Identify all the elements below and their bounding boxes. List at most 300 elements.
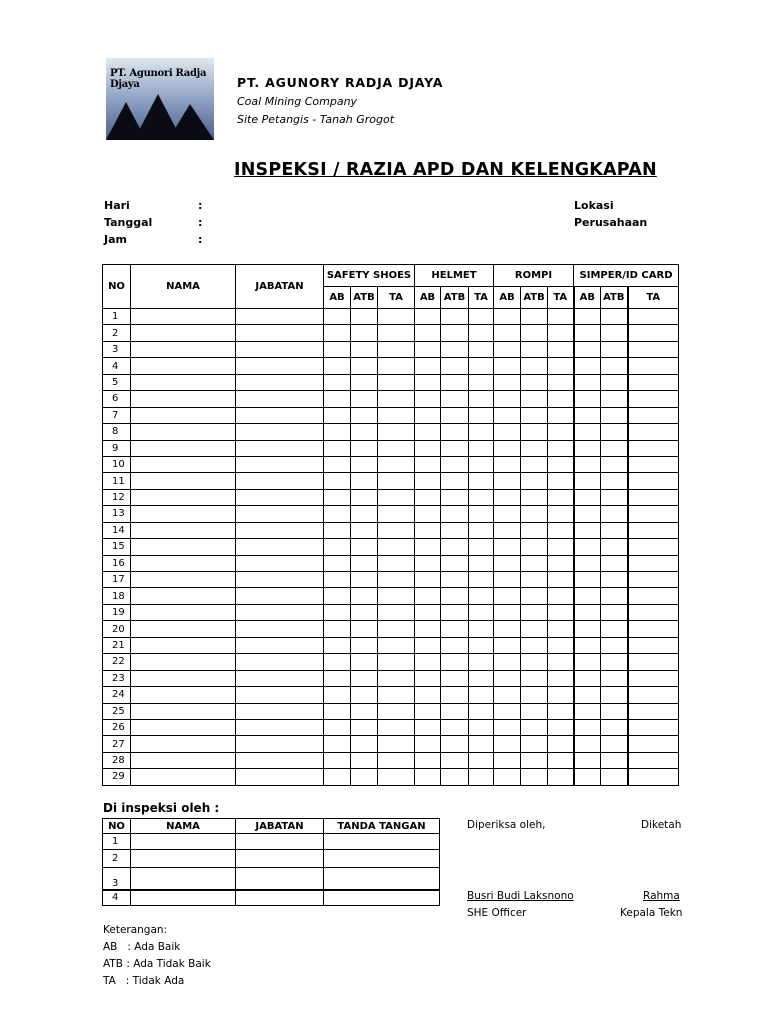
- check-cell-atb[interactable]: [441, 341, 469, 357]
- check-cell-ab[interactable]: [324, 374, 351, 390]
- check-cell-ta[interactable]: [548, 522, 574, 538]
- check-cell-atb[interactable]: [601, 374, 628, 390]
- check-cell-ta[interactable]: [469, 341, 494, 357]
- check-cell-ab[interactable]: [415, 325, 441, 341]
- check-cell-atb[interactable]: [441, 522, 469, 538]
- check-cell-ab[interactable]: [574, 588, 601, 604]
- check-cell-atb[interactable]: [441, 424, 469, 440]
- check-cell-atb[interactable]: [441, 489, 469, 505]
- jabatan-cell[interactable]: [236, 407, 324, 423]
- check-cell-ab[interactable]: [324, 752, 351, 768]
- check-cell-atb[interactable]: [521, 637, 548, 653]
- jabatan-cell[interactable]: [236, 555, 324, 571]
- check-cell-ta[interactable]: [469, 588, 494, 604]
- inspector-nama-cell[interactable]: [131, 850, 236, 868]
- nama-cell[interactable]: [131, 687, 236, 703]
- check-cell-ta[interactable]: [378, 670, 415, 686]
- check-cell-ta[interactable]: [469, 670, 494, 686]
- check-cell-ta[interactable]: [378, 604, 415, 620]
- check-cell-ab[interactable]: [415, 752, 441, 768]
- check-cell-ta[interactable]: [378, 407, 415, 423]
- check-cell-atb[interactable]: [601, 588, 628, 604]
- check-cell-ta[interactable]: [378, 539, 415, 555]
- check-cell-ta[interactable]: [469, 440, 494, 456]
- check-cell-ta[interactable]: [469, 522, 494, 538]
- check-cell-ab[interactable]: [494, 670, 521, 686]
- check-cell-ab[interactable]: [494, 341, 521, 357]
- check-cell-atb[interactable]: [351, 572, 378, 588]
- check-cell-atb[interactable]: [351, 522, 378, 538]
- inspector-jabatan-cell[interactable]: [236, 890, 324, 906]
- check-cell-ab[interactable]: [415, 473, 441, 489]
- inspector-signature-cell[interactable]: [324, 890, 440, 906]
- check-cell-atb[interactable]: [521, 555, 548, 571]
- check-cell-ab[interactable]: [324, 769, 351, 785]
- check-cell-atb[interactable]: [441, 604, 469, 620]
- check-cell-ab[interactable]: [415, 769, 441, 785]
- check-cell-ab[interactable]: [494, 719, 521, 735]
- check-cell-ab[interactable]: [494, 588, 521, 604]
- check-cell-ta[interactable]: [548, 489, 574, 505]
- check-cell-atb[interactable]: [601, 325, 628, 341]
- check-cell-ab[interactable]: [494, 604, 521, 620]
- check-cell-ta[interactable]: [378, 489, 415, 505]
- jabatan-cell[interactable]: [236, 736, 324, 752]
- check-cell-ab[interactable]: [324, 588, 351, 604]
- check-cell-ab[interactable]: [574, 719, 601, 735]
- check-cell-ab[interactable]: [574, 621, 601, 637]
- check-cell-atb[interactable]: [601, 719, 628, 735]
- check-cell-atb[interactable]: [351, 637, 378, 653]
- check-cell-atb[interactable]: [351, 424, 378, 440]
- check-cell-ab[interactable]: [574, 341, 601, 357]
- check-cell-ab[interactable]: [324, 687, 351, 703]
- check-cell-atb[interactable]: [521, 719, 548, 735]
- check-cell-ta[interactable]: [628, 522, 679, 538]
- check-cell-ab[interactable]: [494, 489, 521, 505]
- check-cell-atb[interactable]: [521, 506, 548, 522]
- check-cell-ta[interactable]: [628, 473, 679, 489]
- check-cell-atb[interactable]: [521, 539, 548, 555]
- check-cell-ta[interactable]: [378, 522, 415, 538]
- check-cell-ab[interactable]: [574, 555, 601, 571]
- check-cell-ab[interactable]: [574, 687, 601, 703]
- jabatan-cell[interactable]: [236, 588, 324, 604]
- check-cell-atb[interactable]: [521, 489, 548, 505]
- check-cell-ta[interactable]: [628, 654, 679, 670]
- check-cell-atb[interactable]: [521, 341, 548, 357]
- check-cell-ta[interactable]: [628, 719, 679, 735]
- check-cell-ta[interactable]: [548, 407, 574, 423]
- check-cell-ab[interactable]: [494, 391, 521, 407]
- check-cell-ab[interactable]: [324, 456, 351, 472]
- check-cell-atb[interactable]: [441, 621, 469, 637]
- nama-cell[interactable]: [131, 506, 236, 522]
- check-cell-ab[interactable]: [324, 572, 351, 588]
- nama-cell[interactable]: [131, 654, 236, 670]
- check-cell-atb[interactable]: [521, 424, 548, 440]
- check-cell-atb[interactable]: [601, 670, 628, 686]
- jabatan-cell[interactable]: [236, 391, 324, 407]
- check-cell-ab[interactable]: [415, 621, 441, 637]
- check-cell-ab[interactable]: [494, 654, 521, 670]
- check-cell-atb[interactable]: [351, 374, 378, 390]
- check-cell-ta[interactable]: [548, 769, 574, 785]
- check-cell-ta[interactable]: [378, 752, 415, 768]
- check-cell-ta[interactable]: [548, 358, 574, 374]
- jabatan-cell[interactable]: [236, 670, 324, 686]
- check-cell-atb[interactable]: [441, 752, 469, 768]
- check-cell-ab[interactable]: [574, 637, 601, 653]
- check-cell-ta[interactable]: [378, 555, 415, 571]
- check-cell-ab[interactable]: [324, 637, 351, 653]
- check-cell-ab[interactable]: [415, 588, 441, 604]
- check-cell-atb[interactable]: [601, 736, 628, 752]
- check-cell-ta[interactable]: [469, 358, 494, 374]
- check-cell-ab[interactable]: [574, 374, 601, 390]
- check-cell-ab[interactable]: [324, 473, 351, 489]
- check-cell-atb[interactable]: [441, 407, 469, 423]
- nama-cell[interactable]: [131, 456, 236, 472]
- check-cell-ab[interactable]: [574, 604, 601, 620]
- check-cell-atb[interactable]: [441, 572, 469, 588]
- check-cell-atb[interactable]: [351, 456, 378, 472]
- check-cell-ta[interactable]: [548, 588, 574, 604]
- check-cell-atb[interactable]: [521, 769, 548, 785]
- check-cell-atb[interactable]: [601, 604, 628, 620]
- check-cell-ta[interactable]: [469, 752, 494, 768]
- check-cell-atb[interactable]: [601, 555, 628, 571]
- check-cell-ab[interactable]: [494, 539, 521, 555]
- nama-cell[interactable]: [131, 555, 236, 571]
- nama-cell[interactable]: [131, 604, 236, 620]
- check-cell-ta[interactable]: [548, 374, 574, 390]
- check-cell-ta[interactable]: [378, 374, 415, 390]
- check-cell-atb[interactable]: [351, 719, 378, 735]
- check-cell-ab[interactable]: [324, 407, 351, 423]
- check-cell-ta[interactable]: [378, 325, 415, 341]
- check-cell-ta[interactable]: [469, 456, 494, 472]
- check-cell-ab[interactable]: [574, 391, 601, 407]
- check-cell-ta[interactable]: [378, 456, 415, 472]
- check-cell-ab[interactable]: [415, 670, 441, 686]
- check-cell-ta[interactable]: [469, 654, 494, 670]
- check-cell-atb[interactable]: [351, 752, 378, 768]
- check-cell-ta[interactable]: [469, 703, 494, 719]
- check-cell-ta[interactable]: [628, 489, 679, 505]
- inspector-jabatan-cell[interactable]: [236, 850, 324, 868]
- nama-cell[interactable]: [131, 637, 236, 653]
- check-cell-atb[interactable]: [521, 407, 548, 423]
- check-cell-ta[interactable]: [378, 341, 415, 357]
- check-cell-atb[interactable]: [601, 769, 628, 785]
- check-cell-ab[interactable]: [415, 604, 441, 620]
- inspector-nama-cell[interactable]: [131, 834, 236, 850]
- check-cell-ab[interactable]: [415, 572, 441, 588]
- check-cell-ta[interactable]: [469, 719, 494, 735]
- check-cell-atb[interactable]: [521, 440, 548, 456]
- check-cell-ab[interactable]: [324, 604, 351, 620]
- check-cell-ab[interactable]: [574, 424, 601, 440]
- check-cell-atb[interactable]: [351, 506, 378, 522]
- check-cell-ab[interactable]: [415, 637, 441, 653]
- check-cell-ab[interactable]: [324, 424, 351, 440]
- check-cell-atb[interactable]: [601, 637, 628, 653]
- check-cell-ta[interactable]: [378, 621, 415, 637]
- check-cell-ab[interactable]: [324, 654, 351, 670]
- check-cell-ta[interactable]: [469, 555, 494, 571]
- check-cell-ta[interactable]: [469, 325, 494, 341]
- check-cell-atb[interactable]: [521, 703, 548, 719]
- check-cell-ab[interactable]: [494, 424, 521, 440]
- check-cell-atb[interactable]: [601, 341, 628, 357]
- check-cell-ta[interactable]: [378, 358, 415, 374]
- check-cell-ab[interactable]: [415, 309, 441, 325]
- check-cell-ta[interactable]: [628, 374, 679, 390]
- check-cell-ta[interactable]: [628, 358, 679, 374]
- check-cell-ab[interactable]: [494, 309, 521, 325]
- check-cell-atb[interactable]: [521, 456, 548, 472]
- check-cell-ta[interactable]: [469, 473, 494, 489]
- check-cell-atb[interactable]: [521, 670, 548, 686]
- check-cell-atb[interactable]: [601, 358, 628, 374]
- check-cell-ta[interactable]: [548, 440, 574, 456]
- check-cell-ab[interactable]: [324, 736, 351, 752]
- check-cell-atb[interactable]: [351, 391, 378, 407]
- check-cell-atb[interactable]: [351, 555, 378, 571]
- check-cell-ta[interactable]: [548, 654, 574, 670]
- check-cell-atb[interactable]: [601, 752, 628, 768]
- check-cell-atb[interactable]: [441, 588, 469, 604]
- check-cell-ta[interactable]: [548, 687, 574, 703]
- check-cell-ab[interactable]: [574, 654, 601, 670]
- check-cell-ta[interactable]: [469, 489, 494, 505]
- check-cell-ab[interactable]: [415, 736, 441, 752]
- check-cell-ab[interactable]: [324, 309, 351, 325]
- check-cell-ta[interactable]: [469, 539, 494, 555]
- check-cell-ta[interactable]: [548, 456, 574, 472]
- check-cell-atb[interactable]: [441, 670, 469, 686]
- check-cell-atb[interactable]: [441, 637, 469, 653]
- check-cell-ab[interactable]: [494, 572, 521, 588]
- check-cell-ta[interactable]: [378, 424, 415, 440]
- check-cell-atb[interactable]: [441, 687, 469, 703]
- check-cell-atb[interactable]: [601, 391, 628, 407]
- check-cell-atb[interactable]: [521, 358, 548, 374]
- nama-cell[interactable]: [131, 473, 236, 489]
- check-cell-ab[interactable]: [494, 440, 521, 456]
- jabatan-cell[interactable]: [236, 341, 324, 357]
- check-cell-atb[interactable]: [351, 358, 378, 374]
- jabatan-cell[interactable]: [236, 703, 324, 719]
- check-cell-ab[interactable]: [415, 522, 441, 538]
- check-cell-ta[interactable]: [628, 407, 679, 423]
- jabatan-cell[interactable]: [236, 752, 324, 768]
- check-cell-ab[interactable]: [574, 407, 601, 423]
- check-cell-ta[interactable]: [548, 391, 574, 407]
- check-cell-ab[interactable]: [494, 506, 521, 522]
- check-cell-ab[interactable]: [415, 703, 441, 719]
- check-cell-ta[interactable]: [628, 687, 679, 703]
- check-cell-ab[interactable]: [494, 736, 521, 752]
- check-cell-ab[interactable]: [494, 555, 521, 571]
- check-cell-atb[interactable]: [351, 654, 378, 670]
- check-cell-ab[interactable]: [324, 325, 351, 341]
- check-cell-ab[interactable]: [415, 440, 441, 456]
- check-cell-ab[interactable]: [324, 621, 351, 637]
- check-cell-atb[interactable]: [521, 736, 548, 752]
- check-cell-atb[interactable]: [601, 687, 628, 703]
- check-cell-ab[interactable]: [415, 654, 441, 670]
- inspector-nama-cell[interactable]: [131, 890, 236, 906]
- check-cell-atb[interactable]: [441, 539, 469, 555]
- inspector-jabatan-cell[interactable]: [236, 834, 324, 850]
- check-cell-ab[interactable]: [415, 391, 441, 407]
- check-cell-ta[interactable]: [548, 736, 574, 752]
- check-cell-ab[interactable]: [574, 309, 601, 325]
- check-cell-ab[interactable]: [494, 456, 521, 472]
- check-cell-ta[interactable]: [548, 424, 574, 440]
- check-cell-ab[interactable]: [324, 522, 351, 538]
- check-cell-ta[interactable]: [548, 670, 574, 686]
- check-cell-atb[interactable]: [601, 506, 628, 522]
- check-cell-atb[interactable]: [521, 621, 548, 637]
- jabatan-cell[interactable]: [236, 374, 324, 390]
- check-cell-ab[interactable]: [415, 506, 441, 522]
- check-cell-atb[interactable]: [521, 473, 548, 489]
- nama-cell[interactable]: [131, 374, 236, 390]
- jabatan-cell[interactable]: [236, 621, 324, 637]
- jabatan-cell[interactable]: [236, 440, 324, 456]
- jabatan-cell[interactable]: [236, 456, 324, 472]
- nama-cell[interactable]: [131, 489, 236, 505]
- check-cell-ab[interactable]: [574, 506, 601, 522]
- check-cell-ta[interactable]: [469, 506, 494, 522]
- check-cell-ab[interactable]: [574, 456, 601, 472]
- nama-cell[interactable]: [131, 703, 236, 719]
- check-cell-ab[interactable]: [494, 522, 521, 538]
- check-cell-ab[interactable]: [415, 424, 441, 440]
- jabatan-cell[interactable]: [236, 358, 324, 374]
- check-cell-ab[interactable]: [494, 637, 521, 653]
- inspector-signature-cell[interactable]: [324, 834, 440, 850]
- nama-cell[interactable]: [131, 407, 236, 423]
- check-cell-atb[interactable]: [521, 374, 548, 390]
- check-cell-ta[interactable]: [378, 309, 415, 325]
- check-cell-ab[interactable]: [415, 341, 441, 357]
- check-cell-ab[interactable]: [415, 555, 441, 571]
- check-cell-ta[interactable]: [628, 572, 679, 588]
- jabatan-cell[interactable]: [236, 769, 324, 785]
- check-cell-ab[interactable]: [574, 769, 601, 785]
- check-cell-ta[interactable]: [378, 588, 415, 604]
- nama-cell[interactable]: [131, 736, 236, 752]
- check-cell-atb[interactable]: [351, 736, 378, 752]
- check-cell-ta[interactable]: [628, 736, 679, 752]
- check-cell-ta[interactable]: [548, 703, 574, 719]
- check-cell-atb[interactable]: [601, 424, 628, 440]
- check-cell-atb[interactable]: [351, 489, 378, 505]
- check-cell-ab[interactable]: [494, 374, 521, 390]
- nama-cell[interactable]: [131, 358, 236, 374]
- check-cell-ab[interactable]: [574, 736, 601, 752]
- check-cell-ab[interactable]: [324, 670, 351, 686]
- check-cell-atb[interactable]: [351, 621, 378, 637]
- check-cell-ab[interactable]: [415, 687, 441, 703]
- nama-cell[interactable]: [131, 440, 236, 456]
- check-cell-ta[interactable]: [548, 752, 574, 768]
- check-cell-atb[interactable]: [441, 719, 469, 735]
- check-cell-atb[interactable]: [601, 621, 628, 637]
- check-cell-ab[interactable]: [574, 539, 601, 555]
- check-cell-atb[interactable]: [521, 752, 548, 768]
- check-cell-atb[interactable]: [351, 473, 378, 489]
- check-cell-atb[interactable]: [521, 391, 548, 407]
- check-cell-ta[interactable]: [548, 719, 574, 735]
- check-cell-ab[interactable]: [415, 407, 441, 423]
- check-cell-atb[interactable]: [351, 325, 378, 341]
- jabatan-cell[interactable]: [236, 654, 324, 670]
- check-cell-ta[interactable]: [628, 391, 679, 407]
- check-cell-ta[interactable]: [628, 506, 679, 522]
- check-cell-atb[interactable]: [441, 358, 469, 374]
- check-cell-ta[interactable]: [548, 506, 574, 522]
- nama-cell[interactable]: [131, 325, 236, 341]
- nama-cell[interactable]: [131, 752, 236, 768]
- check-cell-ab[interactable]: [324, 391, 351, 407]
- check-cell-ab[interactable]: [324, 555, 351, 571]
- check-cell-ta[interactable]: [548, 604, 574, 620]
- check-cell-ta[interactable]: [469, 769, 494, 785]
- check-cell-ab[interactable]: [494, 358, 521, 374]
- nama-cell[interactable]: [131, 719, 236, 735]
- check-cell-atb[interactable]: [601, 654, 628, 670]
- check-cell-ab[interactable]: [574, 358, 601, 374]
- check-cell-ta[interactable]: [548, 539, 574, 555]
- check-cell-ab[interactable]: [574, 473, 601, 489]
- nama-cell[interactable]: [131, 670, 236, 686]
- check-cell-ab[interactable]: [574, 670, 601, 686]
- check-cell-ab[interactable]: [324, 341, 351, 357]
- check-cell-ta[interactable]: [628, 456, 679, 472]
- check-cell-ta[interactable]: [378, 719, 415, 735]
- check-cell-ta[interactable]: [628, 621, 679, 637]
- check-cell-atb[interactable]: [441, 391, 469, 407]
- check-cell-ta[interactable]: [628, 341, 679, 357]
- check-cell-atb[interactable]: [521, 687, 548, 703]
- check-cell-atb[interactable]: [351, 588, 378, 604]
- check-cell-ab[interactable]: [574, 325, 601, 341]
- check-cell-atb[interactable]: [521, 325, 548, 341]
- jabatan-cell[interactable]: [236, 687, 324, 703]
- check-cell-ab[interactable]: [324, 440, 351, 456]
- check-cell-ta[interactable]: [548, 572, 574, 588]
- check-cell-ab[interactable]: [324, 703, 351, 719]
- check-cell-ta[interactable]: [378, 654, 415, 670]
- check-cell-atb[interactable]: [441, 703, 469, 719]
- nama-cell[interactable]: [131, 391, 236, 407]
- nama-cell[interactable]: [131, 309, 236, 325]
- check-cell-atb[interactable]: [441, 769, 469, 785]
- check-cell-atb[interactable]: [351, 440, 378, 456]
- check-cell-ta[interactable]: [628, 440, 679, 456]
- check-cell-ab[interactable]: [494, 621, 521, 637]
- check-cell-ta[interactable]: [628, 752, 679, 768]
- check-cell-ta[interactable]: [628, 309, 679, 325]
- check-cell-atb[interactable]: [351, 703, 378, 719]
- check-cell-ta[interactable]: [469, 374, 494, 390]
- check-cell-atb[interactable]: [351, 604, 378, 620]
